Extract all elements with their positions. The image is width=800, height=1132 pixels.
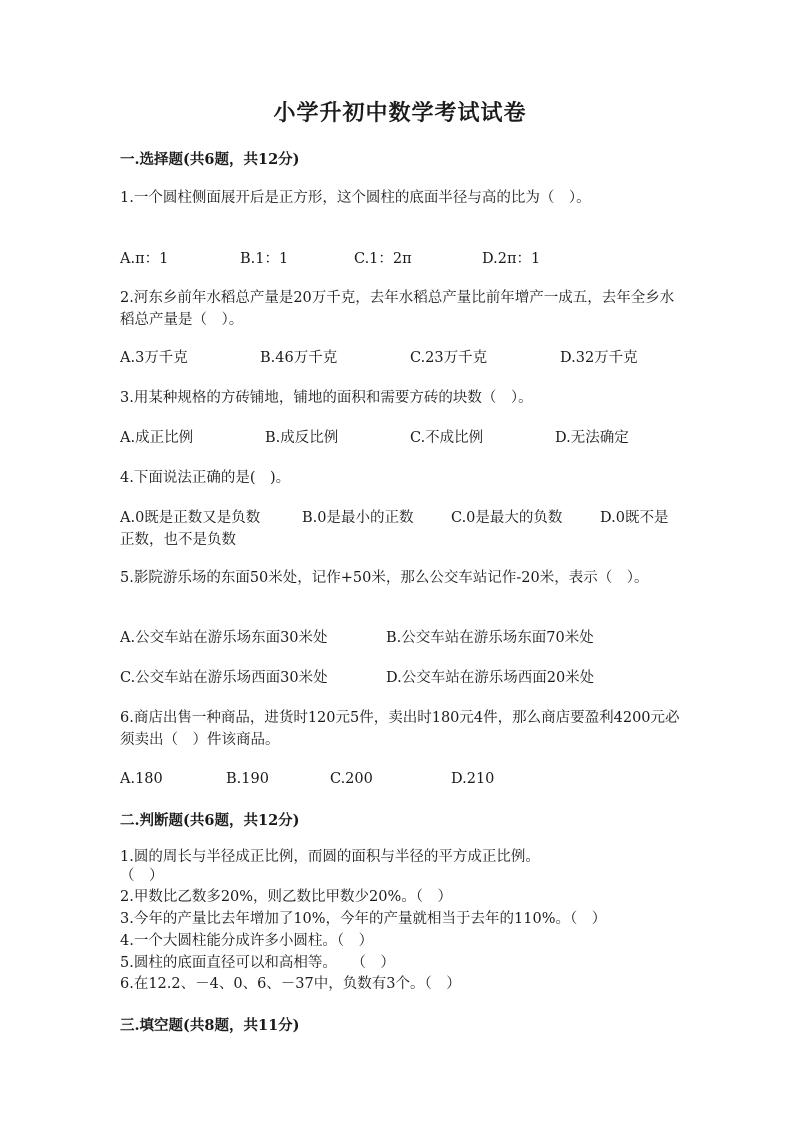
question-2: 2.河东乡前年水稻总产量是20万千克，去年水稻总产量比前年增产一成五，去年全乡水稻总产量是（ ）。 — [120, 290, 675, 328]
q3-option-b: B.成反比例 — [265, 430, 339, 446]
q2-option-d: D.32万千克 — [560, 350, 638, 366]
section-heading-choice: 一.选择题(共6题，共12分) — [120, 151, 300, 168]
tf-item-1: 1.圆的周长与半径成正比例，而圆的面积与半径的平方成正比例。 — [120, 849, 540, 865]
q6-option-c: C.200 — [330, 771, 373, 787]
q5-option-c: C.公交车站在游乐场西面30米处 — [120, 670, 328, 686]
tf-item-2: 2.甲数比乙数多20%，则乙数比甲数少20%。（ ） — [120, 889, 453, 905]
tf-item-3: 3.今年的产量比去年增加了10%，今年的产量就相当于去年的110%。（ ） — [120, 911, 607, 927]
q6-option-a: A.180 — [120, 771, 163, 787]
q2-option-b: B.46万千克 — [260, 350, 338, 366]
q4-option-d: D.0既不是 — [600, 510, 669, 526]
q2-option-c: C.23万千克 — [410, 350, 488, 366]
q4-option-c: C.0是最大的负数 — [451, 510, 563, 526]
tf-item-1-bracket: （ ） — [120, 868, 164, 884]
q1-option-c: C.1：2π — [354, 251, 412, 267]
question-4: 4.下面说法正确的是( )。 — [120, 470, 291, 486]
q1-option-b: B.1：1 — [240, 251, 289, 267]
q4-option-b: B.0是最小的正数 — [302, 510, 414, 526]
section-heading-fill-blank: 三.填空题(共8题，共11分) — [120, 1017, 300, 1034]
q3-option-a: A.成正比例 — [120, 430, 194, 446]
q6-option-b: B.190 — [226, 771, 269, 787]
q2-option-a: A.3万千克 — [120, 350, 188, 366]
question-3: 3.用某种规格的方砖铺地，铺地的面积和需要方砖的块数（ ）。 — [120, 390, 533, 406]
tf-item-6: 6.在12.2、－4、0、6、－37中，负数有3个。（ ） — [120, 976, 461, 992]
tf-item-5: 5.圆柱的底面直径可以和高相等。 （ ） — [120, 955, 395, 971]
q6-option-d: D.210 — [451, 771, 495, 787]
q3-option-d: D.无法确定 — [555, 430, 629, 446]
q1-option-a: A.π：1 — [120, 251, 169, 267]
section-heading-true-false: 二.判断题(共6题，共12分) — [120, 812, 300, 829]
tf-item-4: 4.一个大圆柱能分成许多小圆柱。（ ） — [120, 933, 374, 949]
q5-option-d: D.公交车站在游乐场西面20米处 — [386, 670, 595, 686]
q5-option-a: A.公交车站在游乐场东面30米处 — [120, 630, 328, 646]
question-6: 6.商店出售一种商品，进货时120元5件，卖出时180元4件，那么商店要盈利4200元必须卖出（ ）件该商品。 — [120, 710, 680, 748]
q5-option-b: B.公交车站在游乐场东面70米处 — [386, 630, 594, 646]
q4-option-d-continued: 正数，也不是负数 — [120, 532, 236, 548]
question-1: 1.一个圆柱侧面展开后是正方形，这个圆柱的底面半径与高的比为（ ）。 — [120, 190, 591, 206]
q4-option-a: A.0既是正数又是负数 — [120, 510, 261, 526]
page-title: 小学升初中数学考试试卷 — [273, 100, 527, 126]
q3-option-c: C.不成比例 — [410, 430, 484, 446]
question-5: 5.影院游乐场的东面50米处，记作+50米，那么公交车站记作-20米，表示（ ）。 — [120, 570, 649, 586]
q1-option-d: D.2π：1 — [482, 251, 541, 267]
